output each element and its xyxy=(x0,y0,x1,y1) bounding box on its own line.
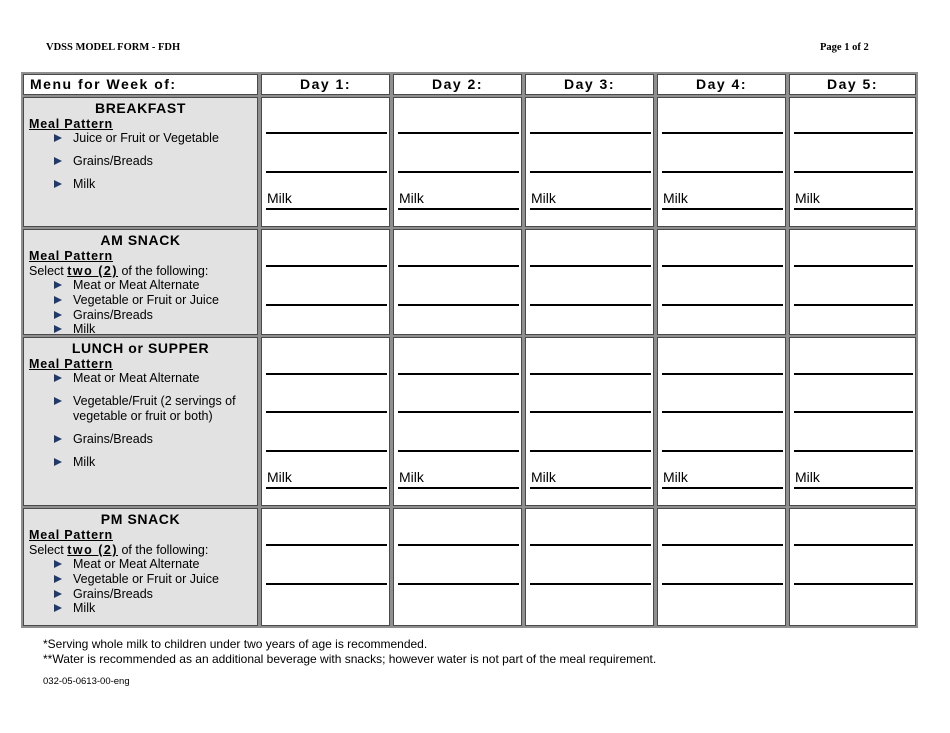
triangle-bullet-icon xyxy=(54,134,62,142)
lunch-day-2-cell[interactable] xyxy=(393,337,522,506)
triangle-bullet-icon xyxy=(54,458,62,466)
am-snack-section xyxy=(23,229,258,335)
write-in-line[interactable] xyxy=(662,132,783,134)
write-in-line[interactable] xyxy=(794,450,913,452)
list-item-text: Meat or Meat Alternate xyxy=(73,278,200,292)
list-item-text: Grains/Breads xyxy=(73,432,153,446)
pm-snack-day-2-cell[interactable] xyxy=(393,508,522,626)
list-item-text: Meat or Meat Alternate xyxy=(73,557,200,571)
write-in-line[interactable] xyxy=(662,544,783,546)
write-in-line[interactable] xyxy=(530,171,651,173)
milk-label: Milk xyxy=(399,190,424,206)
breakfast-day-3-cell[interactable] xyxy=(525,97,654,227)
am-snack-day-3-cell[interactable] xyxy=(525,229,654,335)
day-3-header: Day 3: xyxy=(525,74,654,95)
list-item-text: Vegetable/Fruit (2 servings of xyxy=(73,394,236,408)
breakfast-section xyxy=(23,97,258,227)
day-2-header: Day 2: xyxy=(393,74,522,95)
triangle-bullet-icon xyxy=(54,560,62,568)
list-item-text: Grains/Breads xyxy=(73,587,153,601)
lunch-day-5-cell[interactable] xyxy=(789,337,916,506)
write-in-line[interactable] xyxy=(794,304,913,306)
pm-snack-day-5-cell[interactable] xyxy=(789,508,916,626)
write-in-line[interactable] xyxy=(794,544,913,546)
milk-label: Milk xyxy=(795,469,820,485)
list-item-text: Milk xyxy=(73,177,96,191)
write-in-line[interactable] xyxy=(266,544,387,546)
write-in-line[interactable] xyxy=(398,487,519,489)
triangle-bullet-icon xyxy=(54,590,62,598)
am-snack-day-2-cell[interactable] xyxy=(393,229,522,335)
write-in-line[interactable] xyxy=(398,411,519,413)
write-in-line[interactable] xyxy=(266,450,387,452)
write-in-line[interactable] xyxy=(398,583,519,585)
menu-week-label: Menu for Week of: xyxy=(23,74,258,95)
am-snack-select-instruction: Select two (2) of the following: xyxy=(29,264,209,278)
milk-label: Milk xyxy=(267,190,292,206)
write-in-line[interactable] xyxy=(530,265,651,267)
breakfast-day-1-cell[interactable] xyxy=(261,97,390,227)
write-in-line[interactable] xyxy=(266,583,387,585)
pm-snack-title: PM SNACK xyxy=(100,511,181,527)
write-in-line[interactable] xyxy=(266,411,387,413)
am-snack-title: AM SNACK xyxy=(100,232,181,248)
write-in-line[interactable] xyxy=(662,450,783,452)
write-in-line[interactable] xyxy=(662,265,783,267)
pm-snack-day-1-cell[interactable] xyxy=(261,508,390,626)
list-item-text: Milk xyxy=(73,455,96,469)
write-in-line[interactable] xyxy=(662,208,783,210)
write-in-line[interactable] xyxy=(266,208,387,210)
write-in-line[interactable] xyxy=(794,373,913,375)
write-in-line[interactable] xyxy=(266,265,387,267)
write-in-line[interactable] xyxy=(794,583,913,585)
triangle-bullet-icon xyxy=(54,435,62,443)
am-snack-meal-pattern: Meal Pattern xyxy=(29,249,113,263)
write-in-line[interactable] xyxy=(398,265,519,267)
write-in-line[interactable] xyxy=(398,450,519,452)
list-item-text: Vegetable or Fruit or Juice xyxy=(73,572,219,586)
write-in-line[interactable] xyxy=(398,544,519,546)
breakfast-day-4-cell[interactable] xyxy=(657,97,786,227)
pm-snack-meal-pattern: Meal Pattern xyxy=(29,528,113,542)
triangle-bullet-icon xyxy=(54,311,62,319)
pm-snack-day-3-cell[interactable] xyxy=(525,508,654,626)
write-in-line[interactable] xyxy=(398,171,519,173)
lunch-day-3-cell[interactable] xyxy=(525,337,654,506)
milk-label: Milk xyxy=(531,469,556,485)
write-in-line[interactable] xyxy=(662,487,783,489)
list-item-text: Vegetable or Fruit or Juice xyxy=(73,293,219,307)
write-in-line[interactable] xyxy=(530,583,651,585)
pm-snack-select-instruction: Select two (2) of the following: xyxy=(29,543,209,557)
day-4-header: Day 4: xyxy=(657,74,786,95)
write-in-line[interactable] xyxy=(794,265,913,267)
write-in-line[interactable] xyxy=(530,373,651,375)
footnote-water: **Water is recommended as an additional beverage with snacks; however water is not part of the meal requirement. xyxy=(43,652,657,666)
form-code: 032-05-0613-00-eng xyxy=(43,676,130,687)
lunch-meal-pattern: Meal Pattern xyxy=(29,357,113,371)
menu-table xyxy=(21,72,918,628)
write-in-line[interactable] xyxy=(530,487,651,489)
write-in-line[interactable] xyxy=(530,304,651,306)
write-in-line[interactable] xyxy=(266,304,387,306)
am-snack-day-5-cell[interactable] xyxy=(789,229,916,335)
write-in-line[interactable] xyxy=(398,373,519,375)
lunch-day-1-cell[interactable] xyxy=(261,337,390,506)
write-in-line[interactable] xyxy=(530,411,651,413)
write-in-line[interactable] xyxy=(530,208,651,210)
triangle-bullet-icon xyxy=(54,281,62,289)
page-number: Page 1 of 2 xyxy=(820,42,869,53)
triangle-bullet-icon xyxy=(54,397,62,405)
form-name: VDSS MODEL FORM - FDH xyxy=(46,42,181,53)
write-in-line[interactable] xyxy=(398,304,519,306)
write-in-line[interactable] xyxy=(662,304,783,306)
breakfast-day-5-cell[interactable] xyxy=(789,97,916,227)
triangle-bullet-icon xyxy=(54,575,62,583)
write-in-line[interactable] xyxy=(530,544,651,546)
write-in-line[interactable] xyxy=(530,132,651,134)
write-in-line[interactable] xyxy=(266,487,387,489)
milk-label: Milk xyxy=(663,190,688,206)
day-5-header: Day 5: xyxy=(789,74,916,95)
milk-label: Milk xyxy=(531,190,556,206)
write-in-line[interactable] xyxy=(662,373,783,375)
triangle-bullet-icon xyxy=(54,325,62,333)
list-item-text: vegetable or fruit or both) xyxy=(73,409,213,423)
breakfast-meal-pattern: Meal Pattern xyxy=(29,117,113,131)
list-item-text: Milk xyxy=(73,322,96,336)
am-snack-day-1-cell[interactable] xyxy=(261,229,390,335)
lunch-supper-section xyxy=(23,337,258,506)
list-item-text: Grains/Breads xyxy=(73,154,153,168)
milk-label: Milk xyxy=(663,469,688,485)
write-in-line[interactable] xyxy=(662,411,783,413)
footnote-milk: *Serving whole milk to children under two years of age is recommended. xyxy=(43,637,428,651)
write-in-line[interactable] xyxy=(662,583,783,585)
list-item-text: Meat or Meat Alternate xyxy=(73,371,200,385)
milk-label: Milk xyxy=(399,469,424,485)
write-in-line[interactable] xyxy=(266,373,387,375)
write-in-line[interactable] xyxy=(794,132,913,134)
list-item-text: Milk xyxy=(73,601,96,615)
triangle-bullet-icon xyxy=(54,157,62,165)
triangle-bullet-icon xyxy=(54,604,62,612)
day-1-header: Day 1: xyxy=(261,74,390,95)
breakfast-title: BREAKFAST xyxy=(95,100,186,116)
write-in-line[interactable] xyxy=(794,208,913,210)
write-in-line[interactable] xyxy=(266,171,387,173)
write-in-line[interactable] xyxy=(398,208,519,210)
lunch-day-4-cell[interactable] xyxy=(657,337,786,506)
write-in-line[interactable] xyxy=(530,450,651,452)
milk-label: Milk xyxy=(267,469,292,485)
triangle-bullet-icon xyxy=(54,296,62,304)
pm-snack-section xyxy=(23,508,258,626)
triangle-bullet-icon xyxy=(54,180,62,188)
write-in-line[interactable] xyxy=(266,132,387,134)
write-in-line[interactable] xyxy=(794,171,913,173)
write-in-line[interactable] xyxy=(794,487,913,489)
list-item-text: Juice or Fruit or Vegetable xyxy=(73,131,219,145)
lunch-title: LUNCH or SUPPER xyxy=(71,340,210,356)
write-in-line[interactable] xyxy=(398,132,519,134)
breakfast-day-2-cell[interactable] xyxy=(393,97,522,227)
am-snack-day-4-cell[interactable] xyxy=(657,229,786,335)
milk-label: Milk xyxy=(795,190,820,206)
triangle-bullet-icon xyxy=(54,374,62,382)
pm-snack-day-4-cell[interactable] xyxy=(657,508,786,626)
list-item-text: Grains/Breads xyxy=(73,308,153,322)
write-in-line[interactable] xyxy=(794,411,913,413)
write-in-line[interactable] xyxy=(662,171,783,173)
